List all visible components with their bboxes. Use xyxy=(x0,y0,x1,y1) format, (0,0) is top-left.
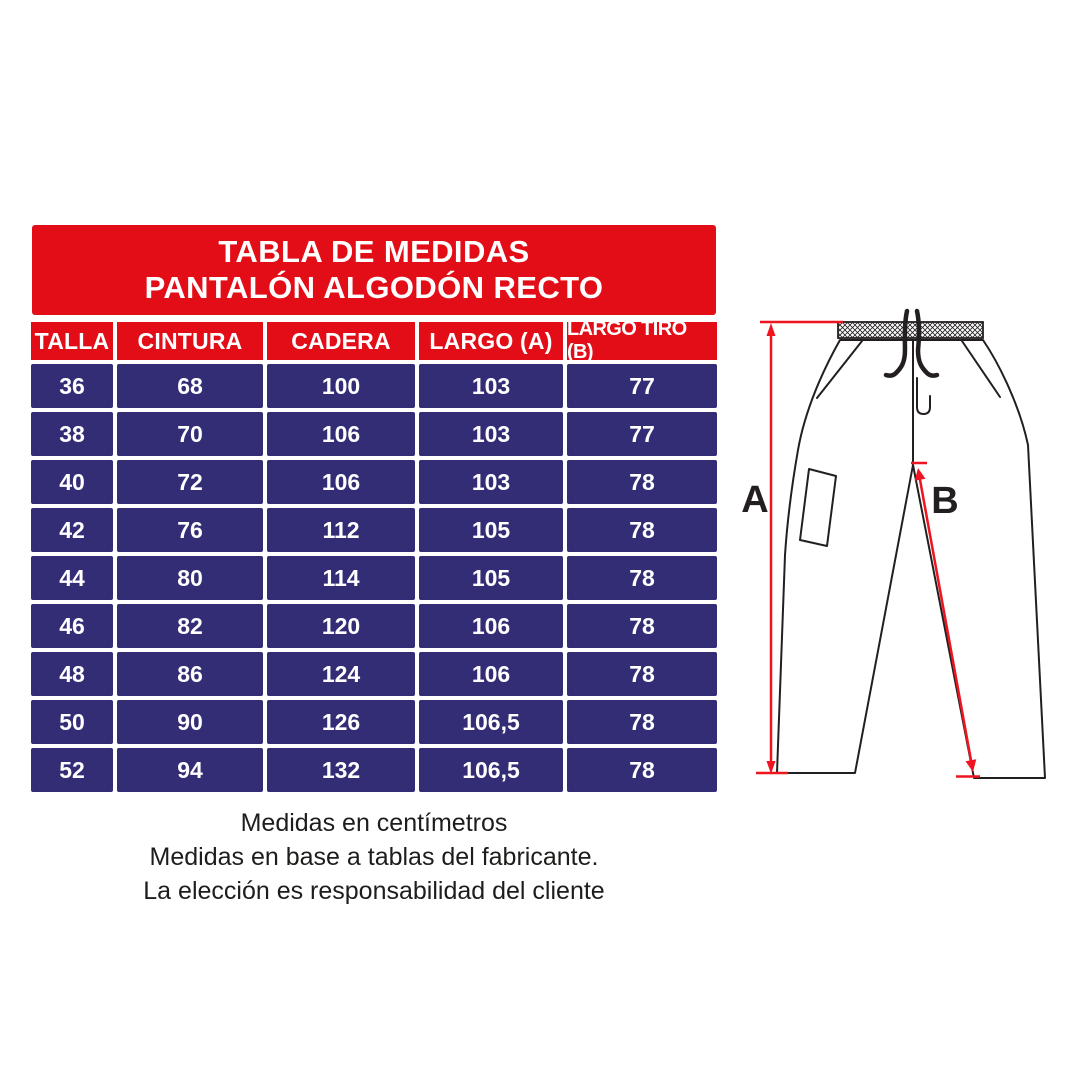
measure-cell: 77 xyxy=(567,364,717,408)
measure-cell: 78 xyxy=(567,508,717,552)
measure-cell: 82 xyxy=(117,604,263,648)
measure-cell: 106 xyxy=(419,652,563,696)
measure-cell: 112 xyxy=(267,508,415,552)
dimension-label-a: A xyxy=(741,479,769,521)
measure-cell: 106 xyxy=(267,460,415,504)
size-cell: 52 xyxy=(31,748,113,792)
measure-cell: 72 xyxy=(117,460,263,504)
measure-cell: 106,5 xyxy=(419,748,563,792)
measure-cell: 105 xyxy=(419,508,563,552)
size-cell: 42 xyxy=(31,508,113,552)
size-table xyxy=(31,318,717,792)
waistband xyxy=(838,322,983,338)
column-header: CINTURA xyxy=(117,322,263,360)
measure-cell: 77 xyxy=(567,412,717,456)
measure-cell: 103 xyxy=(419,412,563,456)
measure-cell: 106 xyxy=(419,604,563,648)
measure-cell: 126 xyxy=(267,700,415,744)
column-header: LARGO TIRO (B) xyxy=(567,322,717,360)
pants-outline xyxy=(777,340,1045,778)
column-header: TALLA xyxy=(31,322,113,360)
size-cell: 50 xyxy=(31,700,113,744)
note-line-1: Medidas en centímetros xyxy=(240,809,508,837)
measure-cell: 100 xyxy=(267,364,415,408)
measure-cell: 70 xyxy=(117,412,263,456)
title-line-1: TABLA DE MEDIDAS xyxy=(218,234,530,269)
size-cell: 44 xyxy=(31,556,113,600)
pants-diagram xyxy=(730,295,1060,795)
measure-cell: 114 xyxy=(267,556,415,600)
measure-cell: 86 xyxy=(117,652,263,696)
measure-cell: 103 xyxy=(419,460,563,504)
measure-cell: 124 xyxy=(267,652,415,696)
dimension-label-b: B xyxy=(931,480,959,522)
measure-cell: 105 xyxy=(419,556,563,600)
note-line-3: La elección es responsabilidad del cliente xyxy=(143,877,605,905)
measure-cell: 120 xyxy=(267,604,415,648)
measure-cell: 103 xyxy=(419,364,563,408)
measure-cell: 106 xyxy=(267,412,415,456)
measure-cell: 78 xyxy=(567,700,717,744)
measure-cell: 106,5 xyxy=(419,700,563,744)
title-banner xyxy=(32,225,716,315)
size-cell: 46 xyxy=(31,604,113,648)
size-cell: 38 xyxy=(31,412,113,456)
measure-cell: 78 xyxy=(567,748,717,792)
measure-cell: 68 xyxy=(117,364,263,408)
measure-cell: 94 xyxy=(117,748,263,792)
measure-cell: 78 xyxy=(567,556,717,600)
size-cell: 48 xyxy=(31,652,113,696)
note-line-2: Medidas en base a tablas del fabricante. xyxy=(149,843,599,871)
title-line-2: PANTALÓN ALGODÓN RECTO xyxy=(144,270,604,305)
dim-a-arrowhead-top xyxy=(767,323,776,336)
notes-block xyxy=(32,806,716,908)
size-cell: 36 xyxy=(31,364,113,408)
measure-cell: 90 xyxy=(117,700,263,744)
measure-cell: 76 xyxy=(117,508,263,552)
measure-cell: 78 xyxy=(567,460,717,504)
measure-cell: 78 xyxy=(567,652,717,696)
measure-cell: 80 xyxy=(117,556,263,600)
size-cell: 40 xyxy=(31,460,113,504)
measure-cell: 78 xyxy=(567,604,717,648)
measure-cell: 132 xyxy=(267,748,415,792)
column-header: LARGO (A) xyxy=(419,322,563,360)
column-header: CADERA xyxy=(267,322,415,360)
